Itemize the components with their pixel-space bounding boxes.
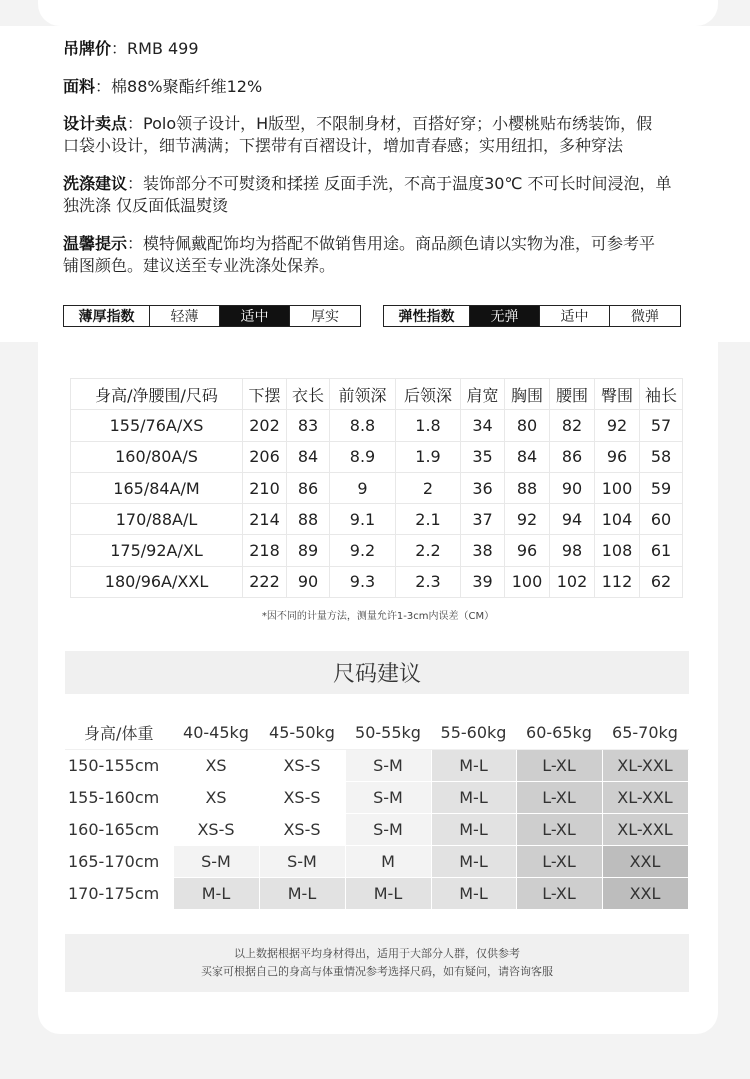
footnote-line-1: 以上数据根据平均身材得出，适用于大部分人群，仅供参考: [234, 947, 520, 960]
size-suggestion-cell: XL-XXL: [602, 749, 688, 781]
size-table-cell: 180/96A/XXL: [71, 566, 243, 597]
size-table-cell: 102: [550, 566, 595, 597]
size-table-cell: 218: [243, 535, 287, 566]
elasticity-option: 无弹: [470, 306, 540, 326]
size-table-cell: 1.8: [396, 410, 461, 441]
size-table-cell: 202: [243, 410, 287, 441]
size-table-cell: 100: [595, 472, 640, 503]
size-table-cell: 60: [640, 504, 683, 535]
size-table-cell: 2.1: [396, 504, 461, 535]
size-table-header-cell: 前领深: [330, 379, 396, 410]
size-table-header-cell: 衣长: [287, 379, 330, 410]
recommendation-header-cell: 55-60kg: [431, 717, 516, 749]
recommendation-row: [65, 749, 688, 781]
size-card: [38, 342, 718, 1034]
size-table-cell: 8.9: [330, 441, 396, 472]
size-table-cell: 80: [505, 410, 550, 441]
size-suggestion-cell: M-L: [431, 781, 516, 813]
size-table-header-row: [71, 379, 683, 410]
product-info-section: [0, 26, 750, 342]
size-suggestion-cell: L-XL: [516, 845, 602, 877]
size-table-header-cell: 下摆: [243, 379, 287, 410]
height-range-cell: 155-160cm: [65, 781, 173, 813]
size-table-header-cell: 腰围: [550, 379, 595, 410]
recommendation-header-cell: 60-65kg: [516, 717, 602, 749]
size-suggestion-cell: M-L: [345, 877, 431, 909]
size-suggestion-cell: XS-S: [259, 813, 345, 845]
size-suggestion-cell: L-XL: [516, 781, 602, 813]
wash-row: [63, 173, 713, 217]
fabric-label: 面料: [63, 77, 96, 96]
size-table-cell: 160/80A/S: [71, 441, 243, 472]
size-table-cell: 36: [461, 472, 505, 503]
size-suggestion-cell: XL-XXL: [602, 781, 688, 813]
tip-line-2: 铺图颜色。建议送至专业洗涤处保养。: [63, 256, 336, 275]
size-suggestion-cell: M-L: [431, 749, 516, 781]
size-table-cell: 34: [461, 410, 505, 441]
elasticity-scale-label: 弹性指数: [384, 306, 470, 326]
size-suggestion-cell: M-L: [431, 877, 516, 909]
size-suggestion-cell: XS: [173, 781, 259, 813]
size-table-cell: 2.2: [396, 535, 461, 566]
size-suggestion-cell: M-L: [259, 877, 345, 909]
size-table-cell: 104: [595, 504, 640, 535]
size-suggestion-cell: S-M: [173, 845, 259, 877]
size-table-cell: 9.3: [330, 566, 396, 597]
size-suggestion-cell: M: [345, 845, 431, 877]
recommendation-header-cell: 45-50kg: [259, 717, 345, 749]
tip-line-1: ：模特佩戴配饰均为搭配不做销售用途。商品颜色请以实物为准，可参考平: [127, 234, 656, 253]
size-table-cell: 62: [640, 566, 683, 597]
recommendation-header-row: [65, 717, 688, 749]
size-table-cell: 165/84A/M: [71, 472, 243, 503]
size-table-cell: 92: [595, 410, 640, 441]
size-table-cell: 222: [243, 566, 287, 597]
recommendation-row: [65, 845, 688, 877]
elasticity-option: 适中: [540, 306, 610, 326]
size-table: [70, 378, 683, 598]
tip-label: 温馨提示: [63, 234, 128, 253]
size-table-row: [71, 410, 683, 441]
size-table-cell: 108: [595, 535, 640, 566]
size-table-header-cell: 臀围: [595, 379, 640, 410]
size-table-cell: 96: [505, 535, 550, 566]
price-row: [63, 38, 713, 60]
size-suggestion-cell: S-M: [345, 781, 431, 813]
size-table-cell: 98: [550, 535, 595, 566]
height-range-cell: 170-175cm: [65, 877, 173, 909]
wash-label: 洗涤建议: [63, 174, 128, 193]
size-table-row: [71, 566, 683, 597]
size-table-note: *因不同的计量方法，测量允许1-3cm内误差（CM）: [261, 611, 495, 622]
footnote-line-2: 买家可根据自己的身高与体重情况参考选择尺码，如有疑问，请咨询客服: [201, 965, 553, 978]
size-table-cell: 37: [461, 504, 505, 535]
height-range-cell: 160-165cm: [65, 813, 173, 845]
tip-row: [63, 233, 713, 277]
size-table-cell: 1.9: [396, 441, 461, 472]
size-table-cell: 2.3: [396, 566, 461, 597]
size-table-row: [71, 472, 683, 503]
size-table-header-cell: 袖长: [640, 379, 683, 410]
size-table-cell: 90: [287, 566, 330, 597]
top-card: [38, 0, 718, 26]
recommendation-footnote: [65, 934, 689, 992]
size-table-cell: 39: [461, 566, 505, 597]
size-suggestion-cell: XS-S: [173, 813, 259, 845]
size-table-cell: 89: [287, 535, 330, 566]
size-suggestion-cell: XS: [173, 749, 259, 781]
size-table-cell: 61: [640, 535, 683, 566]
size-table-cell: 112: [595, 566, 640, 597]
size-table-cell: 86: [287, 472, 330, 503]
size-table-cell: 210: [243, 472, 287, 503]
size-suggestion-cell: XS-S: [259, 749, 345, 781]
recommendation-row: [65, 781, 688, 813]
size-table-cell: 206: [243, 441, 287, 472]
size-table-header-cell: 肩宽: [461, 379, 505, 410]
recommendation-header-cell: 65-70kg: [602, 717, 688, 749]
thickness-option: 厚实: [311, 309, 339, 325]
size-table-cell: 9.1: [330, 504, 396, 535]
size-table-header-cell: 身高/净腰围/尺码: [71, 379, 243, 410]
size-table-cell: 35: [461, 441, 505, 472]
size-table-cell: 9.2: [330, 535, 396, 566]
size-table-cell: 2: [396, 472, 461, 503]
recommendation-row: [65, 877, 688, 909]
size-table-cell: 84: [287, 441, 330, 472]
size-table-cell: 94: [550, 504, 595, 535]
size-table-cell: 82: [550, 410, 595, 441]
size-table-row: [71, 504, 683, 535]
size-suggestion-cell: S-M: [345, 749, 431, 781]
recommendation-header-cell: 40-45kg: [173, 717, 259, 749]
height-range-cell: 165-170cm: [65, 845, 173, 877]
size-table-cell: 88: [505, 472, 550, 503]
recommendation-row: [65, 813, 688, 845]
fabric-value: ：棉88%聚酯纤维12%: [95, 77, 263, 96]
size-table-cell: 57: [640, 410, 683, 441]
size-table-cell: 38: [461, 535, 505, 566]
size-suggestion-cell: M-L: [431, 813, 516, 845]
size-table-header-cell: 后领深: [396, 379, 461, 410]
size-suggestion-cell: S-M: [345, 813, 431, 845]
recommendation-title: 尺码建议: [65, 651, 689, 694]
size-table-cell: 90: [550, 472, 595, 503]
size-suggestion-cell: L-XL: [516, 877, 602, 909]
size-table-cell: 83: [287, 410, 330, 441]
size-table-cell: 96: [595, 441, 640, 472]
size-table-row: [71, 535, 683, 566]
recommendation-header-cell: 身高/体重: [65, 717, 173, 749]
size-table-cell: 9: [330, 472, 396, 503]
size-table-header-cell: 胸围: [505, 379, 550, 410]
elasticity-scale: [383, 305, 681, 327]
size-suggestion-cell: XS-S: [259, 781, 345, 813]
height-range-cell: 150-155cm: [65, 749, 173, 781]
size-table-cell: 214: [243, 504, 287, 535]
design-label: 设计卖点: [63, 114, 128, 133]
size-suggestion-cell: XXL: [602, 845, 688, 877]
size-suggestion-cell: XXL: [602, 877, 688, 909]
fabric-row: [63, 76, 713, 98]
thickness-option: 适中: [220, 306, 290, 326]
size-table-cell: 84: [505, 441, 550, 472]
thickness-scale-label: 薄厚指数: [64, 306, 150, 326]
size-table-cell: 88: [287, 504, 330, 535]
size-suggestion-cell: M-L: [431, 845, 516, 877]
size-suggestion-cell: XL-XXL: [602, 813, 688, 845]
size-suggestion-cell: L-XL: [516, 749, 602, 781]
size-suggestion-cell: L-XL: [516, 813, 602, 845]
design-line-1: ：Polo领子设计，H版型，不限制身材，百搭好穿；小樱桃贴布绣装饰，假: [127, 114, 653, 133]
thickness-option: 轻薄: [150, 306, 220, 326]
size-suggestion-cell: S-M: [259, 845, 345, 877]
size-table-cell: 86: [550, 441, 595, 472]
thickness-scale: [63, 305, 361, 327]
size-table-cell: 100: [505, 566, 550, 597]
size-table-cell: 175/92A/XL: [71, 535, 243, 566]
size-table-cell: 59: [640, 472, 683, 503]
wash-line-1: ：装饰部分不可熨烫和揉搓 反面手洗，不高于温度30℃ 不可长时间浸泡，单: [127, 174, 672, 193]
size-table-cell: 155/76A/XS: [71, 410, 243, 441]
elasticity-option: 微弹: [631, 309, 659, 325]
size-table-cell: 8.8: [330, 410, 396, 441]
recommendation-table: [65, 717, 689, 910]
design-row: [63, 113, 713, 157]
size-table-row: [71, 441, 683, 472]
price-label: 吊牌价: [63, 39, 112, 58]
price-value: ：RMB 499: [111, 39, 199, 58]
size-suggestion-cell: M-L: [173, 877, 259, 909]
design-line-2: 口袋小设计，细节满满；下摆带有百褶设计，增加青春感；实用纽扣，多种穿法: [63, 136, 624, 155]
size-table-cell: 58: [640, 441, 683, 472]
wash-line-2: 独洗涤 仅反面低温熨烫: [63, 196, 229, 215]
size-table-cell: 170/88A/L: [71, 504, 243, 535]
size-table-cell: 92: [505, 504, 550, 535]
recommendation-header-cell: 50-55kg: [345, 717, 431, 749]
